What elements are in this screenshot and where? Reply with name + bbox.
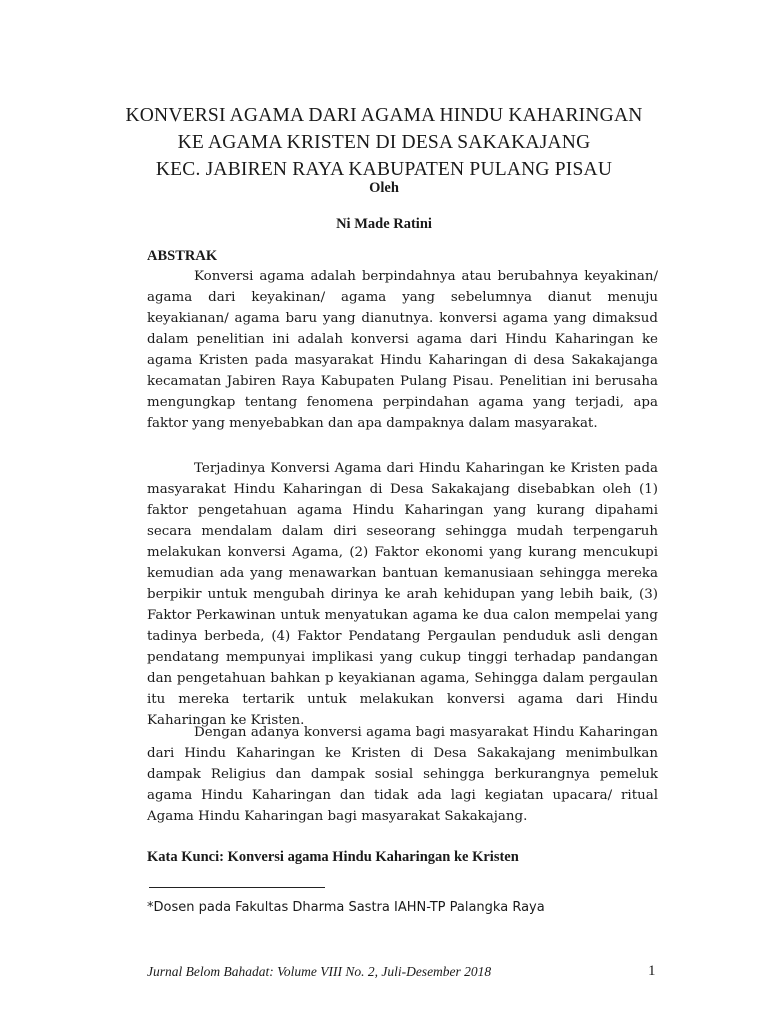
title-line-3: KEC. JABIREN RAYA KABUPATEN PULANG PISAU	[155, 159, 613, 180]
abstract-paragraph-3: Dengan adanya konversi agama bagi masyarakat Hindu Kaharingan dari Hindu Kaharingan ke Kristen di Desa Sakakajang menimbulkan dampak Religius dan dampak sosial sehingga berkurangnya pemeluk agama Hindu Kaharingan dan tidak ada lagi kegiatan upacara/ ritual Agama Hindu Kaharingan bagi masyarakat Sakakajang.	[147, 725, 658, 824]
author-name: Ni Made Ratini	[336, 216, 432, 232]
title-line-2: KE AGAMA KRISTEN DI DESA SAKAKAJANG	[177, 132, 591, 153]
page-number: 1	[648, 963, 656, 979]
paper-title	[120, 102, 648, 183]
author-footnote: *Dosen pada Fakultas Dharma Sastra IAHN-TP Palangka Raya	[147, 900, 545, 915]
footnote-divider	[149, 887, 325, 888]
abstract-paragraph-2: Terjadinya Konversi Agama dari Hindu Kaharingan ke Kristen pada masyarakat Hindu Kaharingan di Desa Sakakajang disebabkan oleh (1) faktor pengetahuan agama Hindu Kaharingan yang kurang dipahami secara mendalam dalam diri seseorang sehingga mudah terpengaruh melakukan konversi Agama, (2) Faktor ekonomi yang kurang mencukupi kemudian ada yang menawarkan bantuan kemanusiaan sehingga mereka berpikir untuk mengubah dirinya ke arah kehidupan yang lebih baik, (3) Faktor Perkawinan untuk menyatukan agama ke dua calon mempelai yang tadinya berbeda, (4) Faktor Pendatang Pergaulan penduduk asli dengan pendatang mempunyai implikasi yang cukup tinggi terhadap pandangan dan pengetahuan bahkan p keyakianan agama, Sehingga dalam pergaulan itu mereka tertarik untuk melakukan konversi agama dari Hindu Kaharingan ke Kristen.	[147, 461, 658, 728]
byline-oleh: Oleh	[369, 180, 399, 196]
journal-citation: Jurnal Belom Bahadat: Volume VIII No. 2, Juli-Desember 2018	[147, 964, 492, 979]
abstract-heading: ABSTRAK	[147, 248, 218, 264]
abstract-paragraph-1: Konversi agama adalah berpindahnya atau berubahnya keyakinan/ agama dari keyakinan/ agama yang sebelumnya dianut menuju keyakianan/ agama baru yang dianutnya. konversi agama yang dimaksud dalam penelitian ini adalah konversi agama dari Hindu Kaharingan ke agama Kristen pada masyarakat Hindu Kaharingan di desa Sakakajanga kecamatan Jabiren Raya Kabupaten Pulang Pisau. Penelitian ini berusaha mengungkap tentang fenomena perpindahan agama yang terjadi, apa faktor yang menyebabkan dan apa dampaknya dalam masyarakat.	[147, 269, 658, 431]
title-line-1: KONVERSI AGAMA DARI AGAMA HINDU KAHARINGAN	[125, 105, 643, 126]
keywords: Kata Kunci: Konversi agama Hindu Kaharingan ke Kristen	[147, 849, 519, 865]
